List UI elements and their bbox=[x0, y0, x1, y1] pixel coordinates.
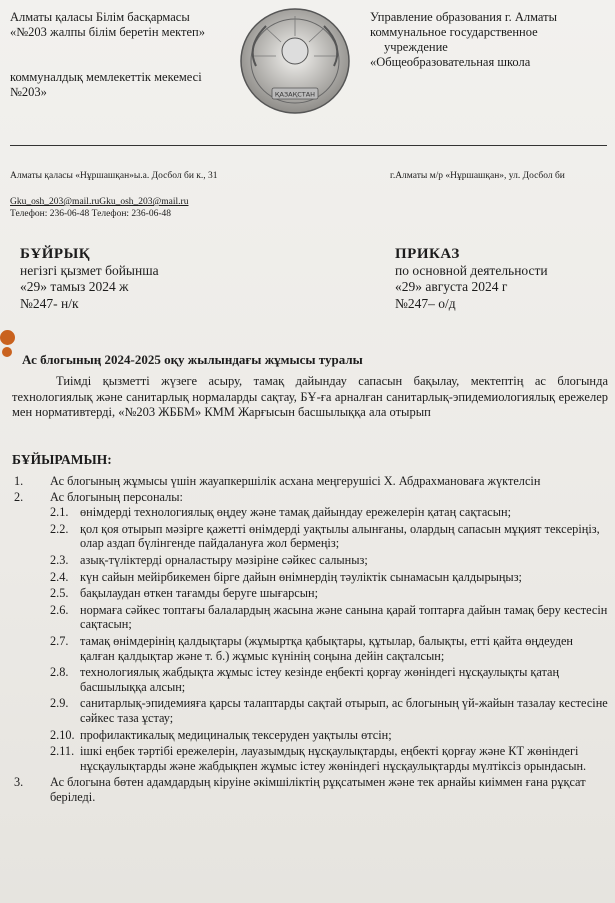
sub-item bbox=[50, 553, 608, 568]
contacts-block bbox=[10, 196, 340, 220]
sub-item-number: 2.3. bbox=[50, 552, 69, 567]
sub-item bbox=[50, 728, 608, 743]
header-left-block bbox=[10, 10, 245, 100]
sub-item-text: технологиялық жабдықта жұмыс істеу кезінде еңбекті қорғау жөніндегі нұсқаулықты қатаң басшылыққа алсын; bbox=[80, 665, 560, 694]
sub-item-text: ішкі еңбек тәртібі ережелерін, лауазымдық нұсқаулықтарды, еңбекті қорғау және КТ жөніндегі нұсқаулықтарды және жабдықпен жұмыс істеу жөніндегі нұсқаулықтарды мүлтіксіз орындасын. bbox=[80, 744, 587, 773]
header-right-block bbox=[370, 10, 610, 70]
sub-item bbox=[50, 634, 608, 663]
phone-line: Телефон: 236-06-48 Телефон: 236-06-48 bbox=[10, 209, 171, 219]
sub-item bbox=[50, 505, 608, 520]
sub-item-text: бақылаудан өткен тағамды беруге шығарсын; bbox=[80, 586, 319, 601]
address-left: Алматы қаласы «Нұршашқан»ы.а. Досбол би к., 31 bbox=[10, 171, 218, 181]
header-divider bbox=[10, 145, 607, 146]
ordering-heading: БҰЙЫРАМЫН: bbox=[12, 452, 112, 467]
sub-item-number: 2.11. bbox=[50, 744, 75, 759]
sub-item-text: азық-түліктерді орналастыру мәзіріне сәйкес салыныз; bbox=[80, 552, 368, 567]
sub-item-number: 2.8. bbox=[50, 665, 69, 680]
header-left-line-3: коммуналдық мемлекеттік мекемесі bbox=[10, 70, 202, 84]
header-right-line-3: учреждение bbox=[384, 40, 448, 54]
header-left-line-1: Алматы қаласы Білім басқармасы bbox=[10, 10, 190, 24]
order-kz-number: №247- н/к bbox=[20, 295, 79, 311]
sub-item bbox=[50, 586, 608, 601]
order-ru-number: №247– о/д bbox=[395, 295, 456, 311]
sub-item bbox=[50, 522, 608, 551]
order-ru-subtitle: по основной деятельности bbox=[395, 262, 548, 278]
header-left-line-2: «№203 жалпы білім беретін мектеп» bbox=[10, 25, 205, 39]
order-ru-date: «29» августа 2024 г bbox=[395, 279, 508, 294]
email-line: Gku_osh_203@mail.ruGku_osh_203@mail.ru bbox=[10, 197, 189, 207]
orange-marker-dot bbox=[2, 347, 12, 357]
list-item bbox=[14, 474, 608, 489]
order-ru-title: ПРИКАЗ bbox=[395, 246, 460, 262]
order-kz-title: БҰЙРЫҚ bbox=[20, 246, 91, 262]
sub-item-text: санитарлық-эпидемияға қарсы талаптарды сақтай отырып, ас блогының үй-жайын тазалау кестесіне сәйкес таза ұстау; bbox=[80, 696, 608, 725]
item-text: Ас блогының жұмысы үшін жауапкершілік асхана меңгерушісі Х. Абдрахмановаға жүктелсін bbox=[50, 474, 541, 488]
item-number: 3. bbox=[14, 775, 24, 790]
sub-item-number: 2.4. bbox=[50, 569, 69, 584]
order-kz-block bbox=[20, 246, 159, 312]
sub-item-number: 2.1. bbox=[50, 505, 69, 520]
order-kz-date: «29» тамыз 2024 ж bbox=[20, 279, 129, 294]
item-text: Ас блогына бөтен адамдардың кіруіне әкімшіліктің рұқсатымен және тек арнайы киіммен ғана рұқсат беріледі. bbox=[50, 775, 586, 804]
list-item bbox=[14, 490, 608, 505]
sub-item-number: 2.10. bbox=[50, 727, 75, 742]
item-number: 1. bbox=[14, 474, 24, 488]
sub-item bbox=[50, 696, 608, 725]
sub-item bbox=[50, 603, 608, 632]
orange-marker-dot bbox=[0, 330, 15, 345]
sub-item-text: профилактикалық медициналық тексеруден уақтылы өтсін; bbox=[80, 727, 392, 742]
order-ru-block bbox=[395, 246, 548, 312]
emblem-caption: ҚАЗАҚСТАН bbox=[274, 90, 316, 99]
preamble-paragraph: Тиімді қызметті жүзеге асыру, тамақ дайындау сапасын бақылау, мектептің ас блогында технологиялық және санитарлық нормаларды сақтау, БҰ-ға арналған санитарлық-эпидемиологиялық ережелер мен нормативтерді, «№203 ЖББМ» КММ Жарғысын басшылыққа ала отырып bbox=[12, 374, 608, 419]
header-left-line-4: №203» bbox=[10, 85, 47, 99]
sub-item-number: 2.5. bbox=[50, 586, 69, 601]
sub-item bbox=[50, 744, 608, 773]
order-kz-subtitle: негізгі қызмет бойынша bbox=[20, 262, 159, 278]
document-subject: Ас блогының 2024-2025 оқу жылындағы жұмысы туралы bbox=[22, 352, 363, 367]
sub-item-text: күн сайын мейірбикемен бірге дайын өнімнердің тәуліктік сынамасын қалдырыңыз; bbox=[80, 569, 522, 584]
address-right: г.Алматы м/р «Нұршашқан», ул. Досбол би bbox=[390, 171, 565, 181]
header-right-line-4: «Общеобразовательная школа bbox=[370, 55, 531, 69]
sub-item-number: 2.9. bbox=[50, 696, 69, 711]
list-item bbox=[14, 775, 608, 804]
sub-item-number: 2.6. bbox=[50, 602, 69, 617]
sub-item-text: тамақ өнімдерінің қалдықтары (жұмыртқа қабықтары, құтылар, балықты, етті қайта өңдеуден қалған қалдықтар және т. б.) жұмыс күнінің соңына дейін сақталсын; bbox=[80, 633, 573, 663]
order-items-list bbox=[14, 474, 608, 805]
sub-item-text: нормаға сәйкес топтағы балалардың жасына және санына қарай топтарға дайын тамақ беру кестесін сақтасын; bbox=[80, 602, 608, 632]
item-number: 2. bbox=[14, 489, 24, 504]
sub-item-number: 2.2. bbox=[50, 521, 69, 536]
sub-item-text: қол қоя отырып мәзірге қажетті өнімдерді уақтылы алынғаны, олардың сапасын мұқият тексеріңіз, олар аздап бүлінгенде пайдалануға жол бермеңіз; bbox=[80, 521, 600, 551]
state-emblem-icon bbox=[236, 6, 354, 118]
header-right-line-1: Управление образования г. Алматы bbox=[370, 10, 558, 24]
sub-item bbox=[50, 570, 608, 585]
sub-item-text: өнімдерді технологиялық өңдеу және тамақ дайындау ережелерін қатаң сақтасын; bbox=[80, 505, 511, 520]
sub-item-number: 2.7. bbox=[50, 633, 69, 648]
header-right-line-2: коммунальное государственное bbox=[370, 25, 538, 39]
sub-item bbox=[50, 665, 608, 694]
item-text: Ас блогының персоналы: bbox=[50, 489, 183, 504]
